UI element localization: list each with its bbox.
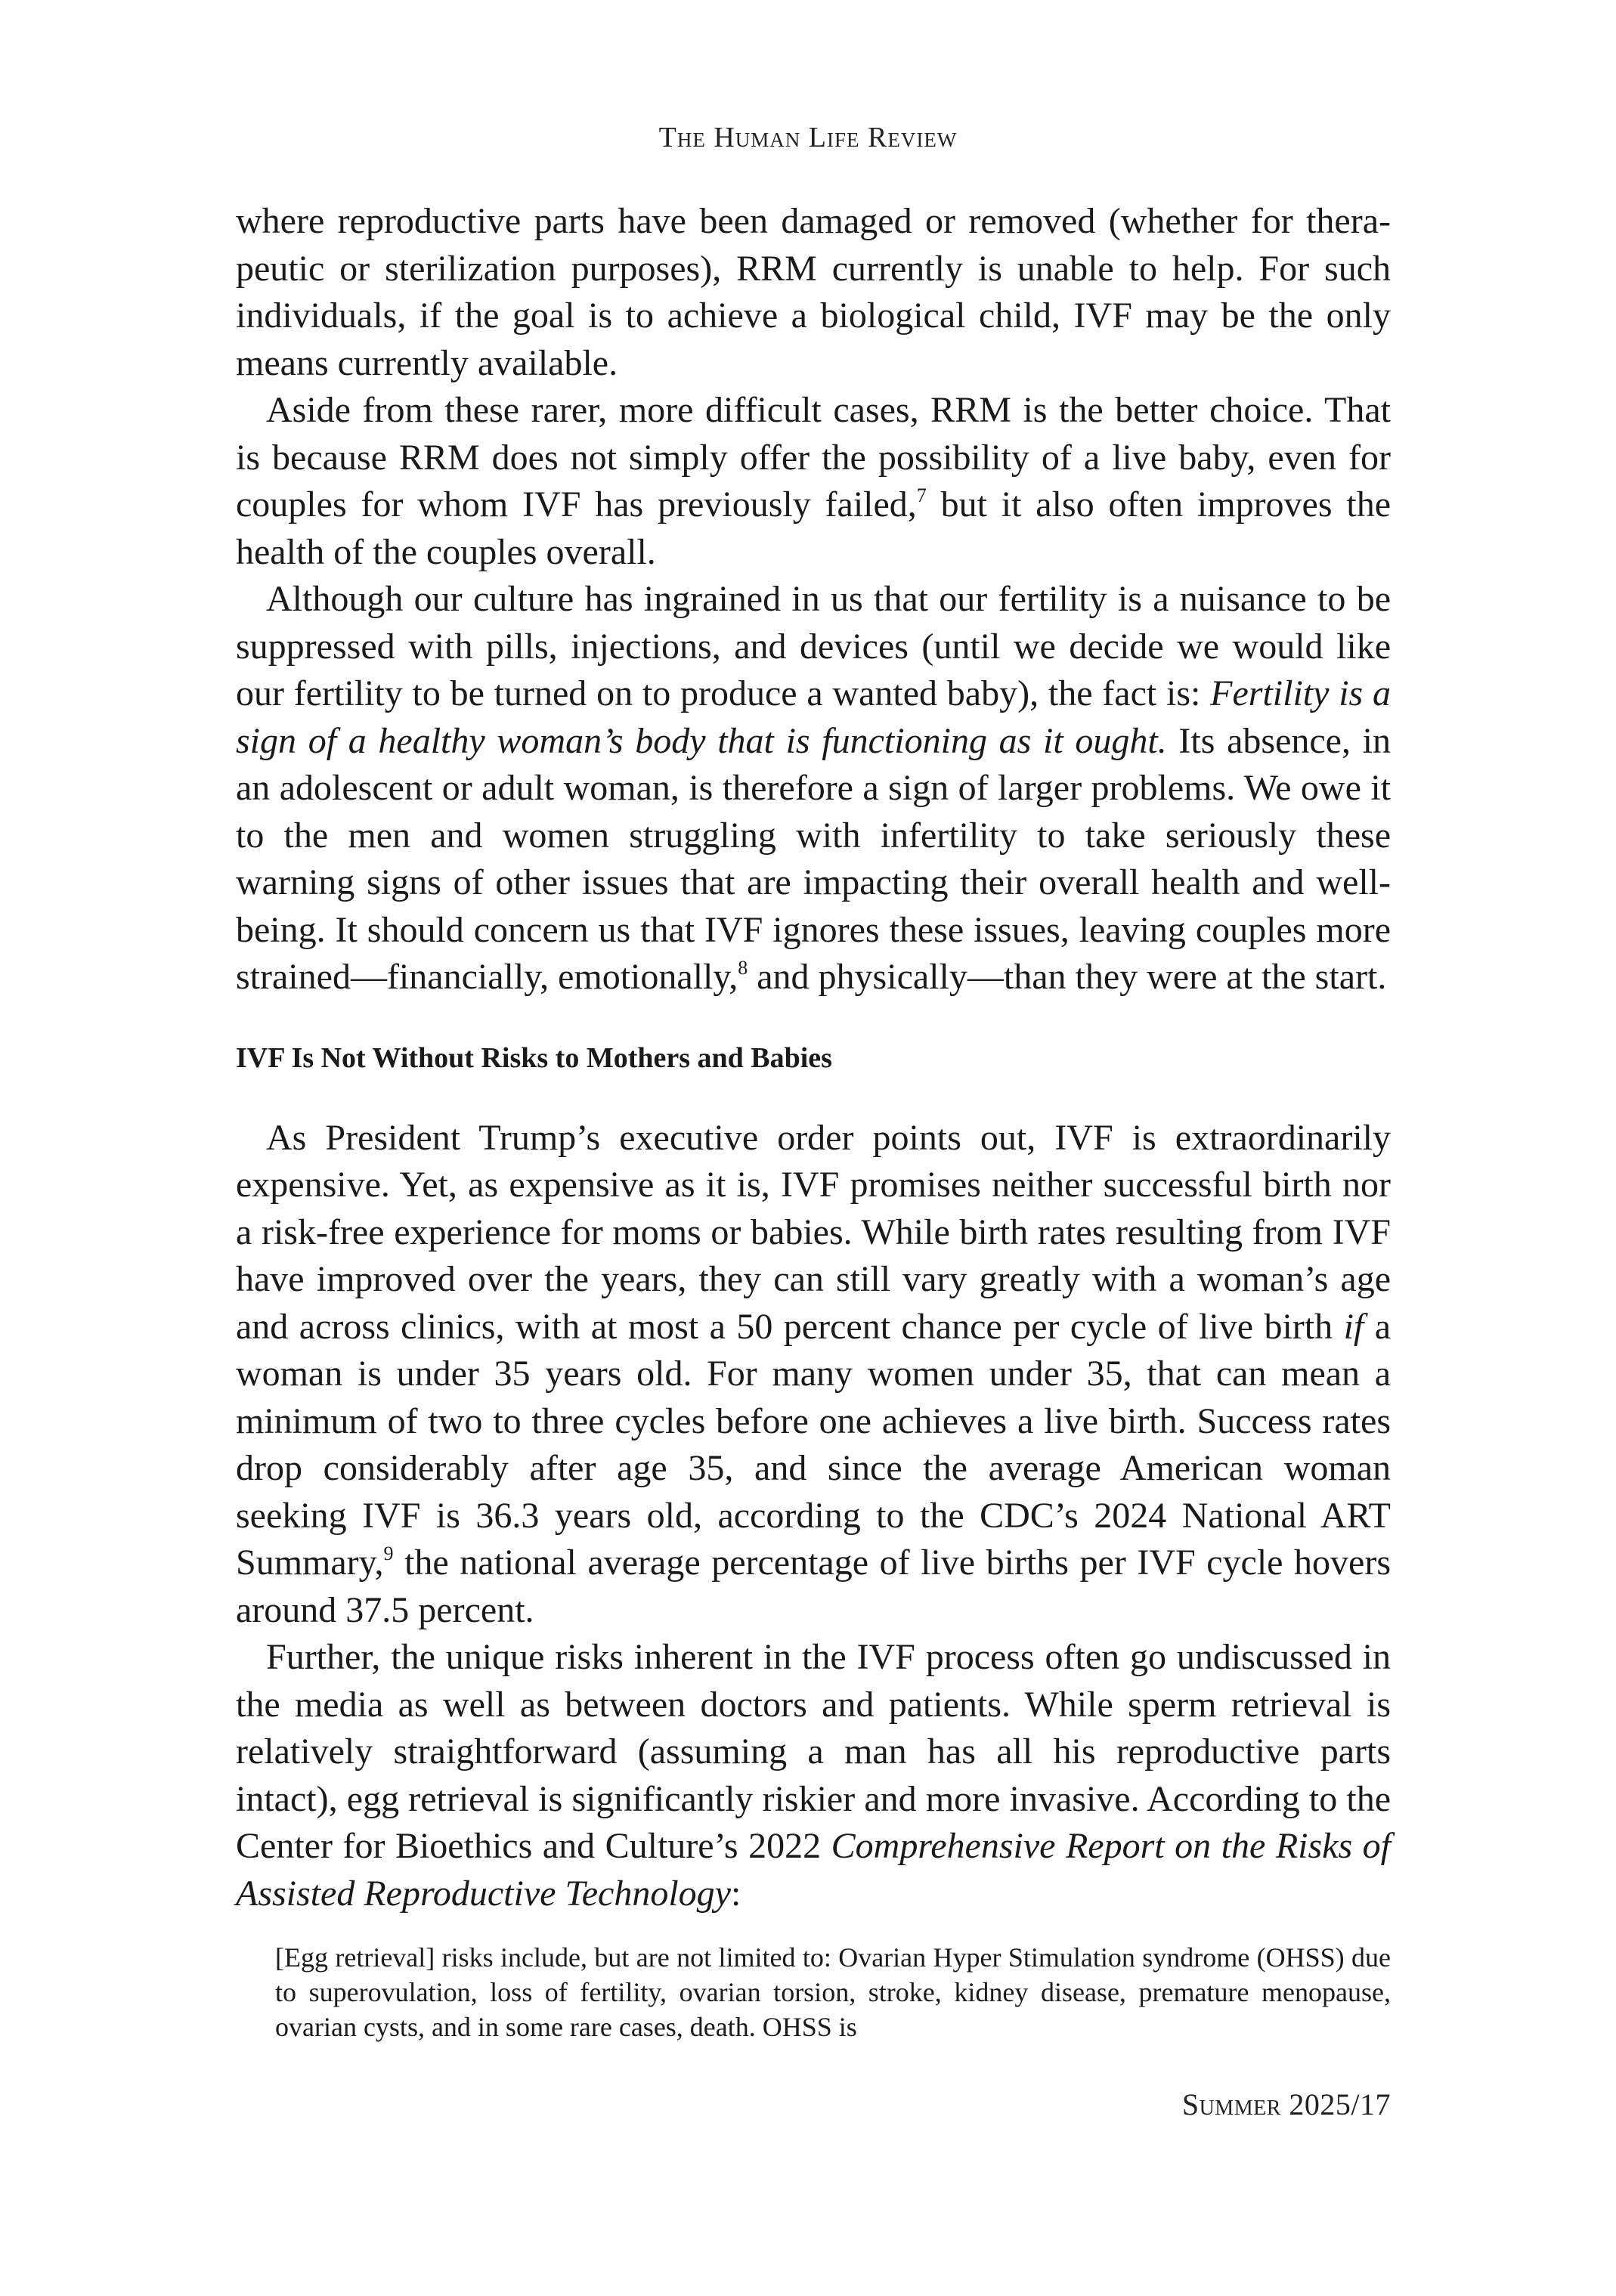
paragraph-3-emphasis: Fertility is a sign of a healthy woman’s body that is functioning as it ought. [236,673,1391,761]
article-body [236,198,1391,2044]
section-heading: IVF Is Not Without Risks to Mothers and Babies [236,1041,832,1074]
paragraph-3-text-b: Its absence, in an adolescent or adult woman, is therefore a sign of larger problems. We owe it to the men and women struggling with infertility to take seriously these warning signs of other issues that are impacting their overall health and well-being. It should concern us that IVF ignores these issues, leaving couples more strained—financially, emotionally, [236,720,1392,997]
report-title: Comprehensive Report on the Risks of Assisted Reproductive Technology [236,1826,1392,1914]
paragraph-4-emphasis: if [1343,1306,1364,1347]
paragraph-2-text-b: but it also often improves the health of the couples overall. [236,484,1391,572]
paragraph-4 [236,1115,1391,1635]
footnote-ref-9: 9 [383,1543,394,1564]
paragraph-4-text-b: a woman is under 35 years old. For many women under 35, that can mean a minimum of two to three cycles before one achieves a live birth. Success rates drop considerably after age 35, and since the average American woman seeking IVF is 36.3 years old, according to the CDC’s 2024 National ART Summary, [236,1306,1392,1583]
page-folio: Summer 2025/17 [1181,2087,1391,2121]
paragraph-5-text-b: : [730,1873,741,1914]
paragraph-3-text-a: Although our culture has ingrained in us that our fertility is a nuisance to be suppressed with pills, injections, and devices (until we decide we would like our fertility to be turned on to produce a wanted baby), the fact is: [236,579,1391,713]
paragraph-5-text-a: Further, the unique risks inherent in the IVF process often go undiscussed in the media as well as between doctors and patients. While sperm retrieval is relatively straightforward (assuming a man has all his reproductive parts intact), egg retrieval is significantly riskier and more invasive. According to the Center for Bioethics and Culture’s 2022 [236,1637,1391,1866]
paragraph-3-text-c: and physically—than they were at the start. [748,957,1387,997]
paragraph-4-text-a: As President Trump’s executive order points out, IVF is extraordinarily expensive. Yet, as expensive as it is, IVF promises neither successful birth nor a risk-free experience for moms or babies. While birth rates resulting from IVF have improved over the years, they can still vary greatly with a woman’s age and across clinics, with at most a 50 percent chance per cycle of live birth [236,1117,1391,1347]
footnote-ref-7: 7 [916,484,927,506]
paragraph-5 [236,1634,1391,1917]
paragraph-2 [236,387,1391,576]
paragraph-1: where reproductive parts have been damaged or removed (whether for therapeutic or sterilization purposes), RRM currently is unable to help. For such individuals, if the goal is to achieve a biological child, IVF may be the only means currently available. [236,201,1391,383]
footnote-ref-8: 8 [738,957,748,979]
paragraph-2-text-a: Aside from these rarer, more difficult cases, RRM is the better choice. That is because RRM does not simply offer the possibility of a live baby, even for couples for whom IVF has previously failed, [236,390,1391,524]
block-quote: [Egg retrieval] risks include, but are not limited to: Ovarian Hyper Stimulation syndrome (OHSS) due to superovulation, loss of fertility, ovarian torsion, stroke, kidney disease, premature menopause, ovarian cysts, and in some rare cases, death. OHSS is [275,1942,1391,2042]
paragraph-3 [236,576,1391,1001]
running-header: The Human Life Review [658,122,958,153]
paragraph-4-text-c: the national average percentage of live births per IVF cycle hovers around 37.5 percent. [236,1543,1391,1630]
